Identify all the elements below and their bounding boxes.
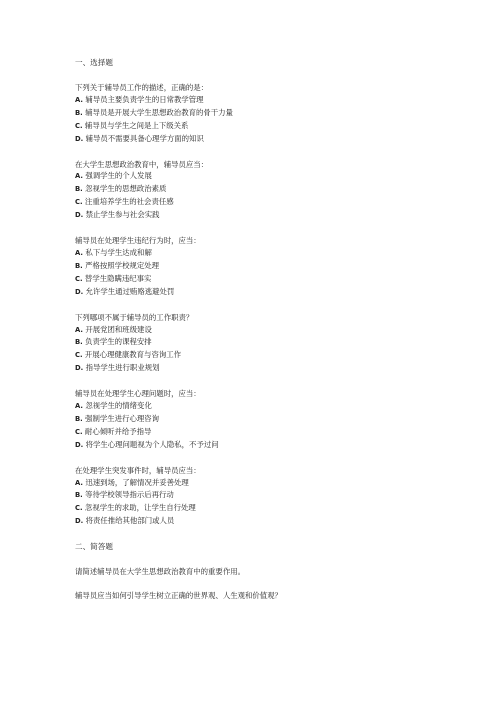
option-text: 迅速到场，了解情况并妥善处理: [82, 477, 189, 487]
option-letter: D.: [75, 517, 84, 526]
question-option-a: [75, 324, 455, 337]
section-title-multiple-choice: 一、选择题: [75, 58, 113, 67]
question-stem: 辅导员在处理学生心理问题时，应当：: [75, 389, 201, 399]
option-letter: A.: [75, 172, 83, 181]
option-letter: C.: [75, 121, 83, 130]
question-option-b: [75, 107, 455, 120]
question-option-a: [75, 94, 455, 107]
question-option-c: [75, 502, 455, 515]
option-letter: A.: [75, 478, 83, 487]
question-option-a: [75, 400, 455, 413]
option-text: 允许学生通过贿赂逃避处罚: [83, 286, 175, 296]
option-letter: C.: [75, 198, 83, 207]
option-letter: B.: [75, 108, 83, 117]
option-text: 开展党团和班级建设: [82, 324, 152, 334]
option-text: 将责任推给其他部门或人员: [83, 516, 175, 526]
option-text: 严格按照学校规定处理: [82, 260, 160, 270]
option-text: 忽视学生的情绪变化: [82, 401, 152, 411]
option-letter: B.: [75, 414, 83, 423]
option-text: 负责学生的课程安排: [82, 337, 152, 347]
question-4: [75, 312, 455, 376]
option-letter: C.: [75, 427, 83, 436]
question-option-b: [75, 183, 455, 196]
option-letter: D.: [75, 440, 84, 449]
option-letter: D.: [75, 287, 84, 296]
option-letter: B.: [75, 338, 83, 347]
option-text: 辅导员主要负责学生的日常教学管理: [82, 94, 204, 104]
option-text: 辅导员与学生之间是上下级关系: [82, 120, 189, 130]
option-letter: C.: [75, 274, 83, 283]
option-text: 替学生隐瞒违纪事实: [82, 273, 152, 283]
question-1: [75, 82, 455, 146]
question-option-a: [75, 247, 455, 260]
option-text: 注重培养学生的社会责任感: [82, 197, 174, 207]
option-text: 辅导员不需要具备心理学方面的知识: [83, 133, 204, 143]
question-option-c: [75, 196, 455, 209]
option-letter: B.: [75, 261, 83, 270]
question-option-c: [75, 426, 455, 439]
option-letter: D.: [75, 211, 84, 220]
question-5: [75, 388, 455, 452]
document-content: [75, 57, 455, 614]
short-answer-question-2: 辅导员应当如何引导学生树立正确的世界观、人生观和价值观？: [75, 591, 282, 601]
option-text: 将学生心理问题视为个人隐私，不予过问: [83, 439, 219, 449]
question-option-d: [75, 439, 455, 452]
question-stem: 辅导员在处理学生违纪行为时，应当：: [75, 236, 201, 246]
question-option-d: [75, 515, 455, 528]
option-text: 忽视学生的求助，让学生自行处理: [82, 503, 196, 513]
option-text: 禁止学生参与社会实践: [83, 210, 160, 220]
option-text: 开展心理健康教育与咨询工作: [82, 350, 182, 360]
question-6: [75, 465, 455, 529]
question-option-d: [75, 209, 455, 222]
question-stem: 在处理学生突发事件时，辅导员应当：: [75, 465, 201, 475]
question-option-c: [75, 273, 455, 286]
option-text: 辅导员是开展大学生思想政治教育的骨干力量: [82, 107, 233, 117]
question-option-c: [75, 120, 455, 133]
option-letter: D.: [75, 364, 84, 373]
question-2: [75, 159, 455, 223]
option-letter: A.: [75, 325, 83, 334]
question-stem: 在大学生思想政治教育中，辅导员应当：: [75, 159, 209, 169]
option-text: 强调学生的个人发展: [82, 171, 152, 181]
option-text: 指导学生进行职业规划: [83, 363, 160, 373]
question-option-d: [75, 133, 455, 146]
option-letter: A.: [75, 402, 83, 411]
question-option-b: [75, 260, 455, 273]
option-letter: A.: [75, 95, 83, 104]
option-text: 忽视学生的思想政治素质: [82, 184, 167, 194]
short-answer-section: [75, 541, 455, 602]
question-option-a: [75, 170, 455, 183]
question-option-b: [75, 489, 455, 502]
option-text: 强制学生进行心理咨询: [82, 413, 160, 423]
question-stem: 下列关于辅导员工作的描述，正确的是：: [75, 83, 209, 92]
option-text: 等待学校领导指示后再行动: [82, 490, 174, 500]
question-option-d: [75, 362, 455, 375]
question-option-a: [75, 477, 455, 490]
option-letter: B.: [75, 185, 83, 194]
short-answer-question-1: 请简述辅导员在大学生思想政治教育中的重要作用。: [75, 567, 245, 577]
question-option-c: [75, 349, 455, 362]
option-letter: C.: [75, 504, 83, 513]
question-option-d: [75, 286, 455, 299]
section-title-short-answer: 二、简答题: [75, 542, 113, 552]
option-letter: C.: [75, 351, 83, 360]
question-option-b: [75, 336, 455, 349]
question-option-b: [75, 413, 455, 426]
option-letter: B.: [75, 491, 83, 500]
option-text: 耐心倾听并给予指导: [82, 426, 152, 436]
question-stem: 下列哪项不属于辅导员的工作职责？: [75, 312, 194, 322]
question-3: [75, 235, 455, 299]
option-letter: D.: [75, 134, 84, 143]
option-text: 私下与学生达成和解: [82, 247, 152, 257]
option-letter: A.: [75, 248, 83, 257]
